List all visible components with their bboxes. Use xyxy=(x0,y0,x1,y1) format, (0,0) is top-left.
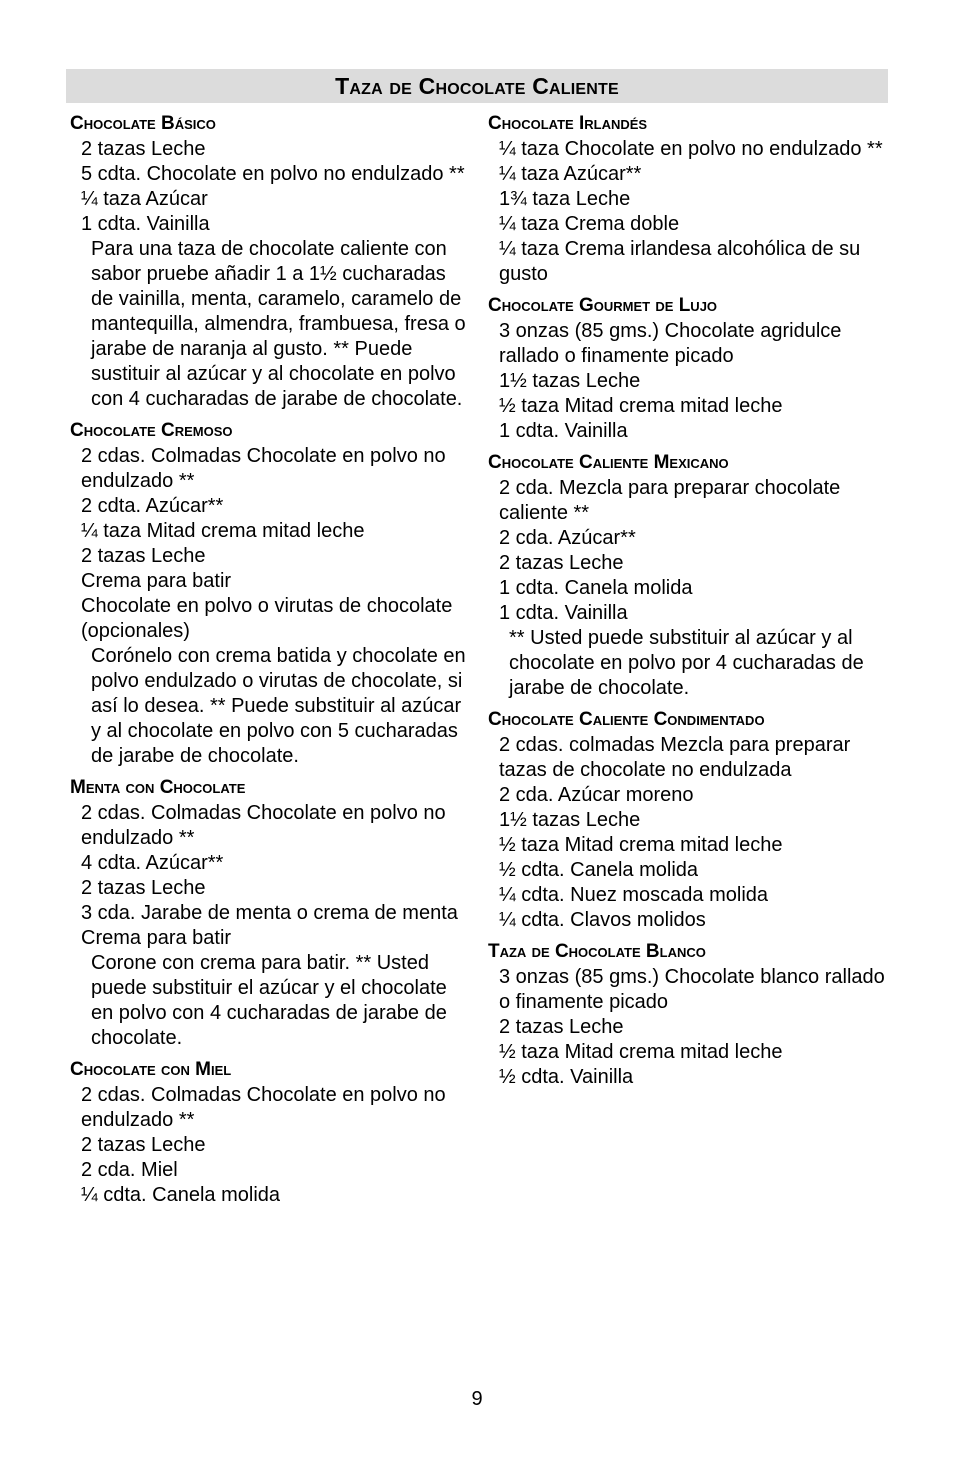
ingredient: 5 cdta. Chocolate en polvo no endulzado ** xyxy=(81,163,465,185)
recipe xyxy=(70,418,470,769)
recipe-note: Para una taza de chocolate caliente con sabor pruebe añadir 1 a 1½ cucharadas de vainilla, menta, caramelo, caramelo de mantequilla, almendra, frambuesa, fresa o jarabe de naranja al gusto. ** Puede sustituir al azúcar y al chocolate en polvo con 4 cucharadas de jarabe de chocolate. xyxy=(91,238,466,410)
ingredient: ¼ taza Mitad crema mitad leche xyxy=(81,520,365,542)
ingredient-list xyxy=(70,137,470,237)
ingredient: 2 cdas. Colmadas Chocolate en polvo no endulzado ** xyxy=(81,802,446,849)
ingredient: 2 cda. Azúcar moreno xyxy=(499,784,694,806)
recipe-title: Chocolate Básico xyxy=(70,113,216,134)
page-title: Taza de Chocolate Caliente xyxy=(335,73,619,99)
ingredient: 1½ tazas Leche xyxy=(499,370,641,392)
ingredient: 1 cdta. Vainilla xyxy=(81,213,210,235)
ingredient: 2 tazas Leche xyxy=(81,138,206,160)
recipe xyxy=(70,111,470,412)
ingredient: 2 cdas. Colmadas Chocolate en polvo no endulzado ** xyxy=(81,1084,446,1131)
right-column xyxy=(488,111,888,1096)
ingredient: ¼ taza Crema irlandesa alcohólica de su gusto xyxy=(499,238,861,285)
ingredient: 2 tazas Leche xyxy=(81,545,206,567)
ingredient: 2 cdta. Azúcar** xyxy=(81,495,224,517)
recipe xyxy=(70,1057,470,1208)
recipe xyxy=(488,111,888,287)
ingredient: 2 tazas Leche xyxy=(499,552,624,574)
title-bar xyxy=(66,69,888,103)
ingredient: ½ cdta. Vainilla xyxy=(499,1066,634,1088)
ingredient: 4 cdta. Azúcar** xyxy=(81,852,224,874)
ingredient: ½ cdta. Canela molida xyxy=(499,859,699,881)
ingredient: 3 cda. Jarabe de menta o crema de menta xyxy=(81,902,458,924)
ingredient-list xyxy=(70,444,470,644)
ingredient-list xyxy=(488,137,888,287)
ingredient-list xyxy=(488,965,888,1090)
ingredient-list xyxy=(70,801,470,951)
ingredient-list xyxy=(70,1083,470,1208)
ingredient: 2 tazas Leche xyxy=(81,877,206,899)
ingredient: ¼ taza Azúcar** xyxy=(499,163,642,185)
recipe xyxy=(488,450,888,701)
recipe-title: Chocolate Caliente Mexicano xyxy=(488,452,729,473)
ingredient: 1½ tazas Leche xyxy=(499,809,641,831)
ingredient: 2 cdas. Colmadas Chocolate en polvo no endulzado ** xyxy=(81,445,446,492)
ingredient: 2 cda. Miel xyxy=(81,1159,178,1181)
left-column xyxy=(70,111,470,1214)
ingredient: ½ taza Mitad crema mitad leche xyxy=(499,834,783,856)
ingredient: ¼ cdta. Nuez moscada molida xyxy=(499,884,769,906)
recipe xyxy=(488,293,888,444)
recipe-title: Chocolate Caliente Condimentado xyxy=(488,709,765,730)
ingredient: 2 cda. Azúcar** xyxy=(499,527,636,549)
page-number: 9 xyxy=(471,1388,483,1410)
ingredient: 1 cdta. Vainilla xyxy=(499,420,628,442)
ingredient-list xyxy=(488,733,888,933)
recipe-title: Chocolate Gourmet de Lujo xyxy=(488,295,718,316)
ingredient: 2 tazas Leche xyxy=(499,1016,624,1038)
ingredient-list xyxy=(488,319,888,444)
recipe xyxy=(488,707,888,933)
recipe-title: Menta con Chocolate xyxy=(70,777,246,798)
recipe-title: Taza de Chocolate Blanco xyxy=(488,941,706,962)
ingredient: ¼ taza Azúcar xyxy=(81,188,208,210)
ingredient: ¼ cdta. Canela molida xyxy=(81,1184,281,1206)
ingredient: Chocolate en polvo o virutas de chocolate (opcionales) xyxy=(81,595,453,642)
recipe-note: ** Usted puede substituir al azúcar y al chocolate en polvo por 4 cucharadas de jarabe de chocolate. xyxy=(509,627,864,699)
ingredient: 3 onzas (85 gms.) Chocolate agridulce rallado o finamente picado xyxy=(499,320,842,367)
recipe-title: Chocolate Cremoso xyxy=(70,420,233,441)
ingredient: ½ taza Mitad crema mitad leche xyxy=(499,1041,783,1063)
recipe-note: Corone con crema para batir. ** Usted puede substituir el azúcar y el chocolate en polvo con 4 cucharadas de jarabe de chocolate. xyxy=(91,952,447,1049)
ingredient: 2 cdas. colmadas Mezcla para preparar tazas de chocolate no endulzada xyxy=(499,734,851,781)
ingredient: ½ taza Mitad crema mitad leche xyxy=(499,395,783,417)
ingredient: 3 onzas (85 gms.) Chocolate blanco rallado o finamente picado xyxy=(499,966,885,1013)
ingredient-list xyxy=(488,476,888,626)
ingredient: 1¾ taza Leche xyxy=(499,188,631,210)
recipe-note: Corónelo con crema batida y chocolate en polvo endulzado o virutas de chocolate, si así lo desea. ** Puede substituir al azúcar y al chocolate en polvo con 5 cucharadas de jarabe de chocolate. xyxy=(91,645,466,767)
recipe-title: Chocolate con Miel xyxy=(70,1059,232,1080)
ingredient: 1 cdta. Canela molida xyxy=(499,577,693,599)
ingredient: 2 tazas Leche xyxy=(81,1134,206,1156)
ingredient: ¼ taza Crema doble xyxy=(499,213,680,235)
ingredient: Crema para batir xyxy=(81,570,232,592)
recipe xyxy=(488,939,888,1090)
recipe xyxy=(70,775,470,1051)
ingredient: Crema para batir xyxy=(81,927,232,949)
ingredient: ¼ cdta. Clavos molidos xyxy=(499,909,706,931)
ingredient: ¼ taza Chocolate en polvo no endulzado ** xyxy=(499,138,883,160)
ingredient: 2 cda. Mezcla para preparar chocolate caliente ** xyxy=(499,477,841,524)
recipe-title: Chocolate Irlandés xyxy=(488,113,648,134)
ingredient: 1 cdta. Vainilla xyxy=(499,602,628,624)
